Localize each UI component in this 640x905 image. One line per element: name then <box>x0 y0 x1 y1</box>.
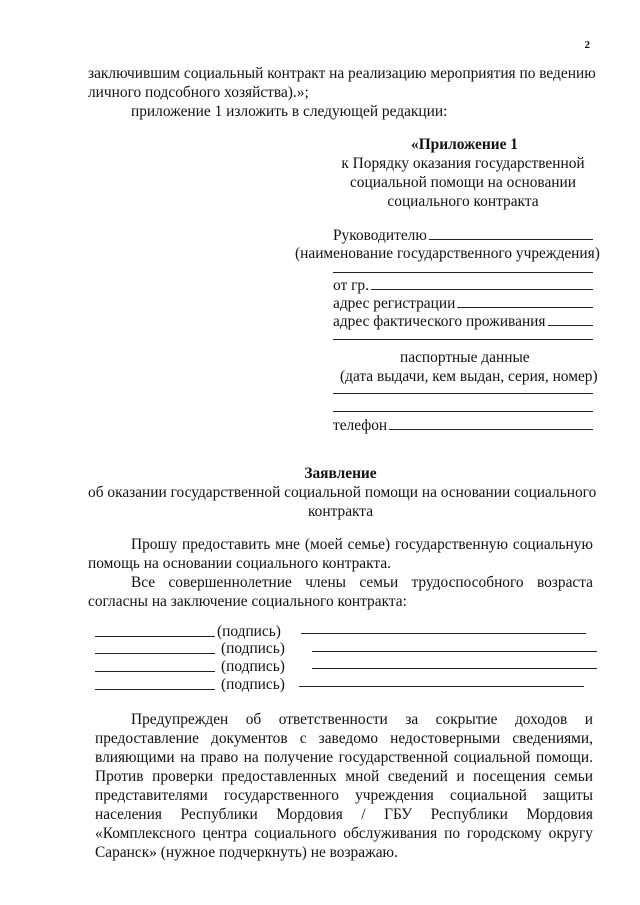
blank-line[interactable] <box>333 393 593 394</box>
signature-blank[interactable] <box>95 636 215 637</box>
warning-line-5: представителями государственного учреждения социальной защиты <box>95 787 593 804</box>
body-p1-line-2: помощь на основании социального контракта. <box>88 555 392 572</box>
blank-line[interactable] <box>333 339 593 340</box>
signature-label: (подпись) <box>221 676 285 693</box>
blank-line[interactable] <box>333 272 593 273</box>
phone-field[interactable] <box>333 415 593 435</box>
signature-label: (подпись) <box>221 658 285 675</box>
institution-hint: (наименование государственного учреждения) <box>295 245 600 262</box>
signature-blank[interactable] <box>95 689 215 690</box>
to-field[interactable] <box>333 225 593 245</box>
statement-subtitle-1: об оказании государственной социальной помощи на основании социального <box>88 484 597 501</box>
reg-address-field[interactable] <box>333 293 593 313</box>
warning-line-3: влияющими на право на получение государственной социальной помощи. <box>95 749 593 766</box>
intro-line-3: приложение 1 изложить в следующей редакции: <box>131 103 448 120</box>
from-field[interactable] <box>333 275 593 295</box>
from-blank[interactable] <box>371 275 593 290</box>
warning-line-1: Предупрежден об ответственности за сокрытие доходов и <box>131 711 593 728</box>
signature-blank[interactable] <box>95 671 215 672</box>
actual-address-blank[interactable] <box>548 311 594 326</box>
body-p2-line-2: согласны на заключение социального контракта: <box>88 593 407 610</box>
statement-subtitle-2: контракта <box>307 503 374 520</box>
warning-line-2: предоставление документов с заведомо недостоверными сведениями, <box>95 730 593 747</box>
page-number: 2 <box>584 39 590 51</box>
body-p1-line-1: Прошу предоставить мне (моей семье) государственную социальную <box>131 536 593 553</box>
phone-blank[interactable] <box>389 415 593 430</box>
name-blank[interactable] <box>301 633 586 634</box>
appendix-line-2: социальной помощи на основании <box>349 174 577 191</box>
passport-label: паспортные данные <box>400 349 530 366</box>
name-blank[interactable] <box>312 668 597 669</box>
blank-line[interactable] <box>333 411 593 412</box>
appendix-line-1: к Порядку оказания государственной <box>341 155 585 172</box>
intro-line-1: заключившим социальный контракт на реализацию мероприятия по ведению <box>88 65 596 82</box>
phone-label: телефон <box>333 417 388 434</box>
signature-blank[interactable] <box>95 653 215 654</box>
appendix-title: «Приложение 1 <box>411 136 518 153</box>
name-blank[interactable] <box>299 686 584 687</box>
name-blank[interactable] <box>312 651 597 652</box>
body-p2-line-1: Все совершеннолетние члены семьи трудоспособного возраста <box>131 574 593 591</box>
actual-address-label: адрес фактического проживания <box>333 313 546 330</box>
from-label: от гр. <box>333 277 369 294</box>
appendix-line-3: социального контракта <box>387 193 539 210</box>
warning-line-8: Саранск» (нужное подчеркнуть) не возражаю. <box>95 844 398 861</box>
to-label: Руководителю <box>333 227 427 244</box>
to-blank[interactable] <box>429 225 593 240</box>
warning-line-7: «Комплексного центра социального обслуживания по городскому округу <box>95 825 593 842</box>
actual-address-field[interactable] <box>333 311 593 331</box>
reg-address-blank[interactable] <box>457 293 593 308</box>
signature-label: (подпись) <box>217 623 281 640</box>
warning-line-4: Против проверки предоставленных мной сведений и посещения семьи <box>95 768 593 785</box>
signature-label: (подпись) <box>221 640 285 657</box>
statement-title: Заявление <box>304 465 377 482</box>
intro-line-2: личного подсобного хозяйства).»; <box>88 84 309 101</box>
warning-line-6: населения Республики Мордовия / ГБУ Республики Мордовия <box>95 806 593 823</box>
passport-hint: (дата выдачи, кем выдан, серия, номер) <box>340 368 598 385</box>
reg-address-label: адрес регистрации <box>333 295 456 312</box>
